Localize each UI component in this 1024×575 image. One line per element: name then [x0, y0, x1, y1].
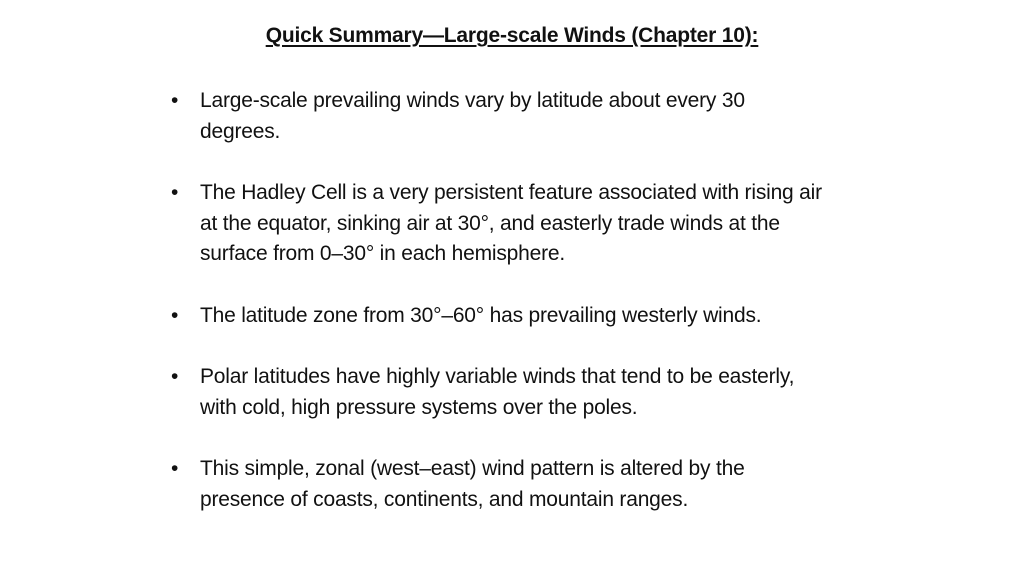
bullet-icon: •: [171, 365, 179, 388]
bullet-item: [168, 301, 828, 332]
bullet-item: [168, 86, 828, 147]
bullet-list: [168, 86, 828, 546]
bullet-text: The latitude zone from 30°–60° has prevailing westerly winds.: [200, 303, 762, 327]
bullet-text: This simple, zonal (west–east) wind pattern is altered by the presence of coasts, continents, and mountain ranges.: [200, 457, 745, 511]
bullet-icon: •: [171, 303, 179, 327]
bullet-item: [168, 362, 828, 423]
bullet-item: [168, 454, 828, 515]
bullet-text: Polar latitudes have highly variable winds that tend to be easterly, with cold, high pressure systems over the poles.: [200, 365, 795, 419]
bullet-text: The Hadley Cell is a very persistent feature associated with rising air at the equator, sinking air at 30°, and easterly trade winds at the surface from 0–30° in each hemisphere.: [200, 181, 822, 265]
bullet-item: [168, 178, 828, 270]
slide-title: Quick Summary—Large-scale Winds (Chapter 10):: [265, 24, 759, 47]
bullet-icon: •: [171, 181, 179, 204]
bullet-text: Large-scale prevailing winds vary by latitude about every 30 degrees.: [200, 89, 745, 143]
bullet-icon: •: [171, 457, 179, 480]
bullet-icon: •: [171, 89, 179, 112]
